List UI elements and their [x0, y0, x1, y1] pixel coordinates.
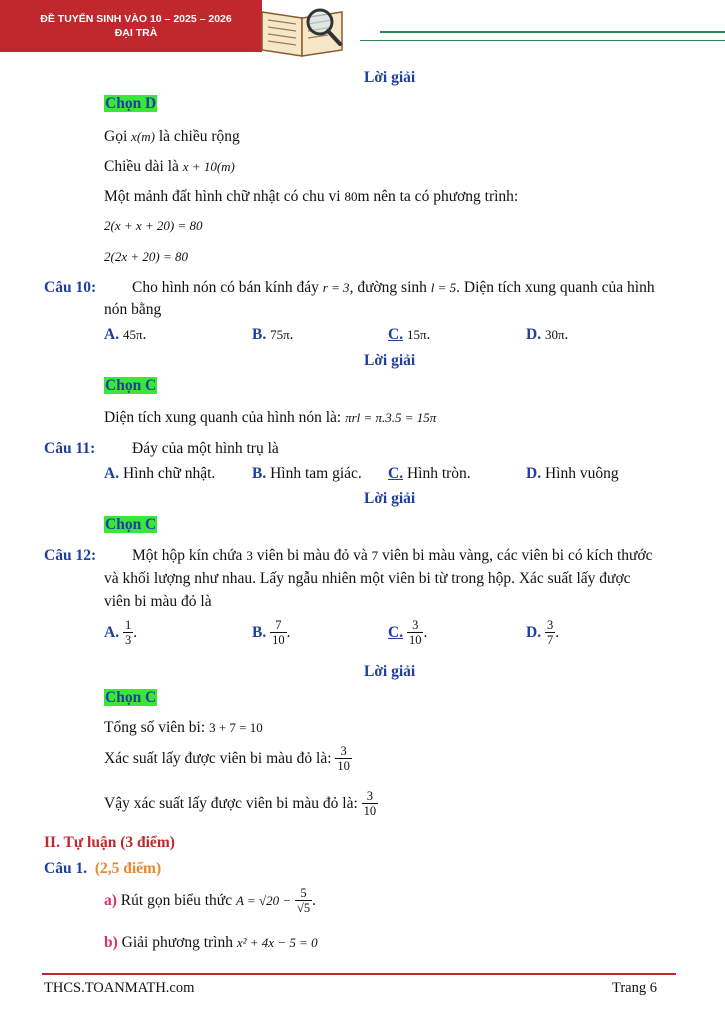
footer-page-number: Trang 6	[612, 980, 657, 996]
q12-option-d: D. $\frac{3}{7}$ .	[526, 618, 560, 648]
prev-line-1: Gọi x(m) là chiều rộng	[104, 128, 240, 145]
q10-text: Cho hình nón có bán kính đáy r = 3, đường sinh l = 5. Diện tích xung quanh của hình	[132, 279, 655, 296]
q11-label: Câu 11:	[44, 440, 96, 457]
q10-text-line2: nón bằng	[104, 301, 162, 318]
prev-line-3: Một mảnh đất hình chữ nhật có chu vi 80m nên ta có phương trình:	[104, 188, 519, 205]
fraction: $\frac{3}{10}$	[337, 744, 350, 774]
part2-question1-a: a) Rút gọn biểu thức A = √20 − $\frac{5}{√5}$ .	[104, 886, 316, 916]
prev-equation-1: 2(x + x + 20) = 80	[104, 218, 203, 233]
header-title	[26, 12, 246, 40]
fraction: $\frac{3}{10}$	[408, 618, 422, 648]
q10-solution-text: Diện tích xung quanh của hình nón là: πrl = π.3.5 = 15π	[104, 409, 437, 426]
q11-option-d: D. Hình vuông	[526, 465, 619, 482]
q11-option-c: C. Hình tròn.	[388, 465, 471, 482]
fraction: $\frac{5}{√5}$	[296, 886, 311, 916]
fraction: $\frac{1}{3}$	[124, 618, 132, 648]
q11-text: Đáy của một hình trụ là	[132, 440, 279, 457]
header-rule-bottom	[360, 40, 725, 41]
prev-solution-heading: Lời giải	[364, 69, 416, 86]
q10-option-d: D. 30π.	[526, 326, 569, 343]
q12-answer-badge: Chọn C	[105, 689, 157, 706]
q10-solution-heading: Lời giải	[364, 352, 416, 369]
q12-solution-heading: Lời giải	[364, 663, 416, 680]
q10-label: Câu 10:	[44, 279, 97, 296]
q12-text-line2: và khối lượng như nhau. Lấy ngẫu nhiên một viên bi từ trong hộp. Xác suất lấy được	[104, 570, 631, 587]
q11-option-a: A. Hình chữ nhật.	[104, 465, 216, 482]
open-book-magnifier-icon	[258, 0, 348, 58]
footer-rule	[42, 973, 676, 975]
q10-option-b: B. 75π.	[252, 326, 294, 343]
q10-option-c: C. 15π.	[388, 326, 431, 343]
q11-answer-badge: Chọn C	[105, 516, 157, 533]
prev-answer-badge: Chọn D	[105, 95, 157, 112]
q12-option-b: B. $\frac{7}{10}$ .	[252, 618, 291, 648]
q12-label: Câu 12:	[44, 547, 97, 564]
q12-solution-line1: Tổng số viên bi: 3 + 7 = 10	[104, 719, 263, 736]
q12-option-a: A. $\frac{1}{3}$ .	[104, 618, 138, 648]
prev-line-2: Chiều dài là x + 10(m)	[104, 158, 235, 175]
part2-heading: II. Tự luận (3 điểm)	[44, 834, 175, 851]
header-title-line1: ĐỀ TUYỂN SINH VÀO 10 – 2025 – 2026	[40, 13, 232, 25]
fraction: $\frac{3}{7}$	[546, 618, 554, 648]
q12-text-line3: viên bi màu đỏ là	[104, 593, 212, 610]
q10-answer-badge: Chọn C	[105, 377, 157, 394]
q11-solution-heading: Lời giải	[364, 490, 416, 507]
q12-option-c: C. $\frac{3}{10}$ .	[388, 618, 428, 648]
q12-solution-line3: Vậy xác suất lấy được viên bi màu đỏ là: $\frac{3}{10}$	[104, 789, 377, 819]
q12-solution-line2: Xác suất lấy được viên bi màu đỏ là: $\frac{3}{10}$	[104, 744, 350, 774]
part2-question1-label: Câu 1. (2,5 điểm)	[44, 860, 162, 877]
q12-text-line1: Một hộp kín chứa 3 viên bi màu đỏ và 7 viên bi màu vàng, các viên bi có kích thước	[132, 547, 653, 564]
fraction: $\frac{7}{10}$	[272, 618, 285, 648]
q11-option-b: B. Hình tam giác.	[252, 465, 362, 482]
footer-site: THCS.TOANMATH.com	[44, 980, 195, 996]
prev-equation-2: 2(2x + 20) = 80	[104, 249, 188, 264]
header-title-line2: ĐẠI TRÀ	[114, 27, 158, 40]
fraction: $\frac{3}{10}$	[363, 789, 377, 819]
q10-option-a: A. 45π.	[104, 326, 147, 343]
header-rule-top	[380, 31, 725, 33]
part2-question1-b: b) Giải phương trình x² + 4x − 5 = 0	[104, 934, 318, 951]
